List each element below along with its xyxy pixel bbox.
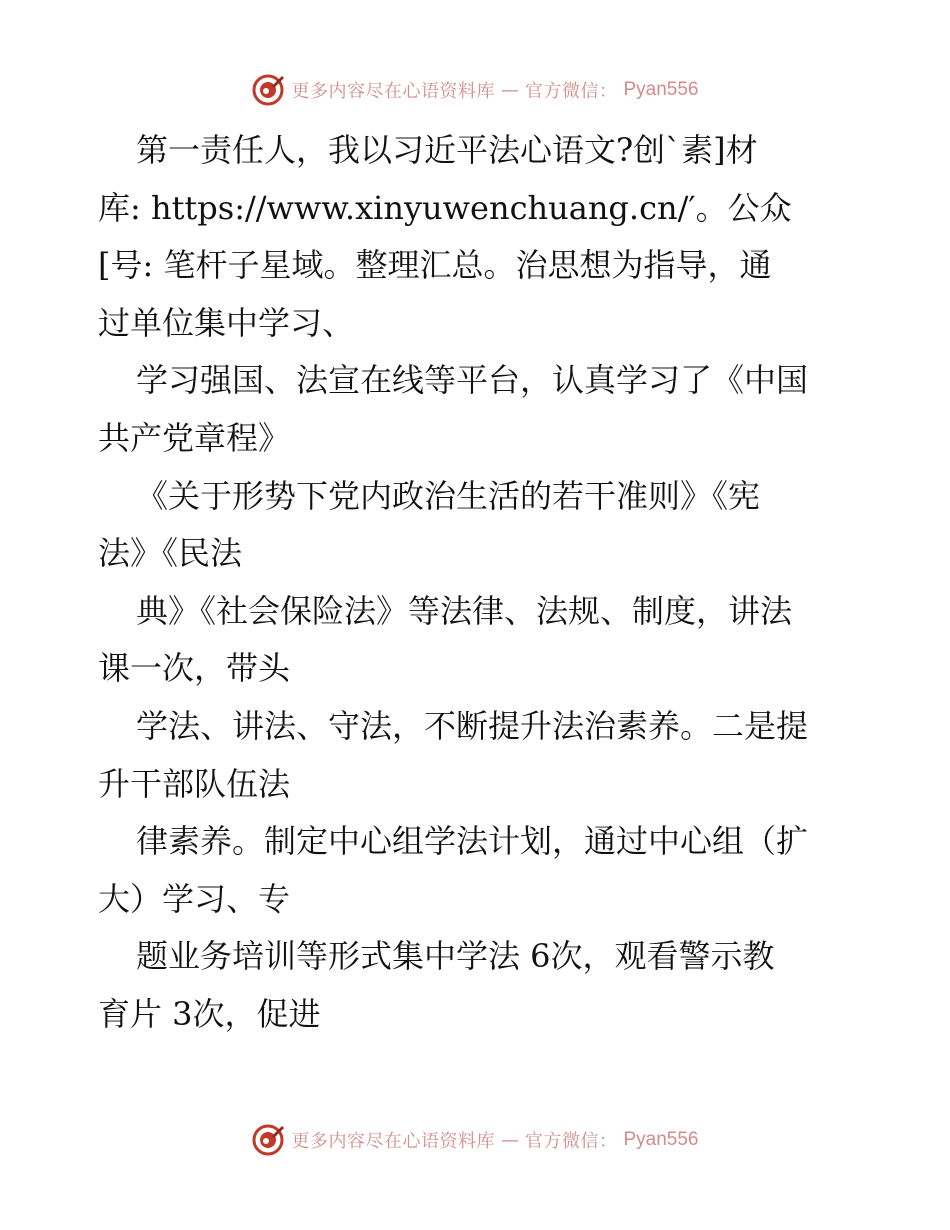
text-line: 律素养。制定中心组学法计划，通过中心组（扩 [136,822,809,861]
banner-brand-text: 更多内容尽在心语资料库 [291,1131,495,1152]
text-line: 共产党章程》 [98,418,291,457]
banner-dash: — [500,79,519,101]
text-line: 学法、讲法、守法，不断提升法治素养。二是提 [136,706,809,745]
text-line: 育片 3次，促进 [98,994,321,1033]
text-line: 《关于形势下党内政治生活的若干准则》《宪 [136,476,761,515]
banner-official-label: 官方微信： [524,81,618,102]
banner-wechat-id: Pyan556 [623,1129,699,1150]
footer-banner [0,1120,950,1160]
text-line: 第一责任人，我以习近平法心语文?创`素]材 [136,131,758,169]
document-body [98,122,878,1044]
banner-brand-text: 更多内容尽在心语资料库 [291,81,495,102]
pen-logo-icon [251,1123,285,1157]
header-banner [0,70,950,110]
text-line: 学习强国、法宣在线等平台，认真学习了《中国 [136,361,809,400]
text-line: 大）学习、专 [98,879,291,918]
text-line: 库: https://www.xinyuwenchuang.cn/′。公众 [98,188,792,227]
banner-dash: — [500,1129,519,1151]
text-line: 过单位集中学习、 [98,303,355,342]
pen-logo-icon [251,73,285,107]
text-line: 典》《社会保险法》等法律、法规、制度，讲法 [136,591,793,630]
text-line: 升干部队伍法 [98,764,291,803]
text-line: 题业务培训等形式集中学法 6次，观看警示教 [136,937,775,976]
banner-official-label: 官方微信： [524,1131,618,1152]
text-line: 法》《民法 [98,534,243,573]
text-line: 课一次，带头 [98,649,291,688]
text-line: [号: 笔杆子星域。整理汇总。治思想为指导，通 [98,246,772,285]
banner-wechat-id: Pyan556 [623,79,699,100]
